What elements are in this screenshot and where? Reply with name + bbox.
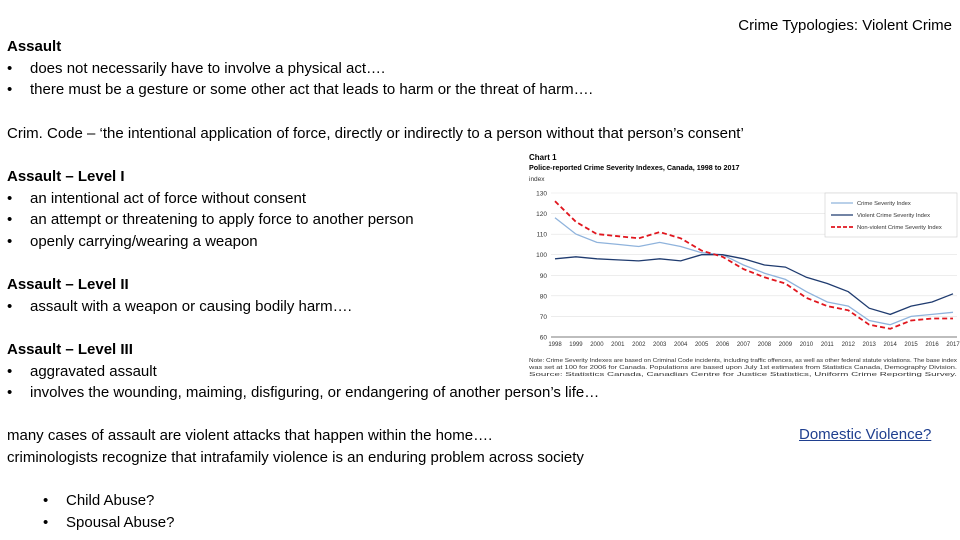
level-two-heading: Assault – Level II xyxy=(7,276,129,293)
assault-level-three-section xyxy=(7,339,599,404)
level-three-bullet: • involves the wounding, maiming, disfiguring, or endangering of another person’s life… xyxy=(7,382,599,404)
x-tick-labels xyxy=(548,342,960,348)
note-line: was set at 100 for 2006 for Canada. Populations are based upon July 1st estimates from Statistics Canada, Demography Division. xyxy=(529,365,957,371)
assault-bullet: • there must be a gesture or some other act that leads to harm or the threat of harm…. xyxy=(7,79,593,101)
x-tick-label: 1999 xyxy=(569,342,583,348)
x-tick-label: 2011 xyxy=(820,342,834,348)
x-tick-label: 2006 xyxy=(715,342,730,348)
x-tick-label: 2017 xyxy=(946,342,960,348)
chart-label: Chart 1 xyxy=(529,153,557,162)
criminal-code-definition xyxy=(7,123,744,145)
x-tick-label: 2003 xyxy=(653,342,667,348)
assault-level-two-section xyxy=(7,274,352,317)
level-three-heading: Assault – Level III xyxy=(7,341,133,358)
home-violence-line: many cases of assault are violent attacks that happen within the home…. xyxy=(7,427,493,444)
y-tick-label: 90 xyxy=(539,272,547,280)
x-tick-label: 2009 xyxy=(778,342,793,348)
assault-bullet: • does not necessarily have to involve a physical act…. xyxy=(7,58,593,80)
y-axis-label: index xyxy=(529,176,545,183)
x-tick-label: 1998 xyxy=(548,342,562,348)
legend-label: Violent Crime Severity Index xyxy=(857,213,931,220)
x-tick-label: 2007 xyxy=(736,342,751,348)
x-tick-label: 2012 xyxy=(841,342,855,348)
level-three-bullet: • aggravated assault xyxy=(7,361,599,383)
x-tick-label: 2008 xyxy=(757,342,772,348)
y-tick-label: 130 xyxy=(536,190,547,198)
home-violence-line: criminologists recognize that intrafamily violence is an enduring problem across society xyxy=(7,448,584,466)
x-tick-label: 2000 xyxy=(590,342,604,348)
crime-severity-chart xyxy=(525,153,960,385)
x-tick-label: 2016 xyxy=(925,342,939,348)
x-tick-label: 2014 xyxy=(883,342,897,348)
note-line: Note: Crime Severity Indexes are based on Criminal Code incidents, including traffic offences, as well as other federal statute violations. The base index xyxy=(529,358,958,364)
y-tick-labels xyxy=(536,191,547,342)
chart-note xyxy=(529,358,958,378)
x-tick-label: 2001 xyxy=(611,342,625,348)
legend-label: Non-violent Crime Severity Index xyxy=(857,225,942,232)
level-one-bullet: • an attempt or threatening to apply force to another person xyxy=(7,209,414,231)
y-tick-label: 80 xyxy=(539,293,547,301)
legend-label: Crime Severity Index xyxy=(857,201,911,208)
home-violence-section xyxy=(7,425,584,468)
criminal-code-text: Crim. Code – ‘the intentional application of force, directly or indirectly to a person without that person’s consent’ xyxy=(7,125,744,142)
chart-legend xyxy=(825,193,957,237)
y-tick-label: 100 xyxy=(536,252,547,260)
x-tick-label: 2002 xyxy=(632,342,646,348)
domestic-violence-link[interactable]: Domestic Violence? xyxy=(799,426,932,443)
assault-intro-section xyxy=(7,36,593,101)
assault-level-one-section xyxy=(7,166,414,252)
abuse-question: • Child Abuse? xyxy=(43,490,174,512)
series-line xyxy=(555,255,953,315)
level-one-bullet: • openly carrying/wearing a weapon xyxy=(7,231,414,253)
note-line: Source: Statistics Canada, Canadian Centre for Justice Statistics, Uniform Crime Reporting Survey. xyxy=(529,372,957,378)
x-tick-label: 2010 xyxy=(799,342,814,348)
x-tick-label: 2013 xyxy=(862,342,876,348)
slide-title: Crime Typologies: Violent Crime xyxy=(738,17,952,34)
abuse-question: • Spousal Abuse? xyxy=(43,512,174,534)
y-tick-label: 110 xyxy=(536,231,547,239)
assault-heading: Assault xyxy=(7,38,62,55)
level-two-bullet: • assault with a weapon or causing bodily harm…. xyxy=(7,296,352,318)
abuse-questions xyxy=(43,490,174,533)
level-one-bullet: • an intentional act of force without consent xyxy=(7,188,414,210)
y-tick-label: 120 xyxy=(536,211,547,219)
y-tick-label: 70 xyxy=(539,313,547,321)
x-tick-label: 2015 xyxy=(904,342,918,348)
x-tick-label: 2004 xyxy=(674,342,688,348)
level-one-heading: Assault – Level I xyxy=(7,168,125,185)
y-tick-label: 60 xyxy=(539,334,547,342)
chart-title: Police-reported Crime Severity Indexes, Canada, 1998 to 2017 xyxy=(529,163,740,172)
x-tick-label: 2005 xyxy=(694,342,709,348)
